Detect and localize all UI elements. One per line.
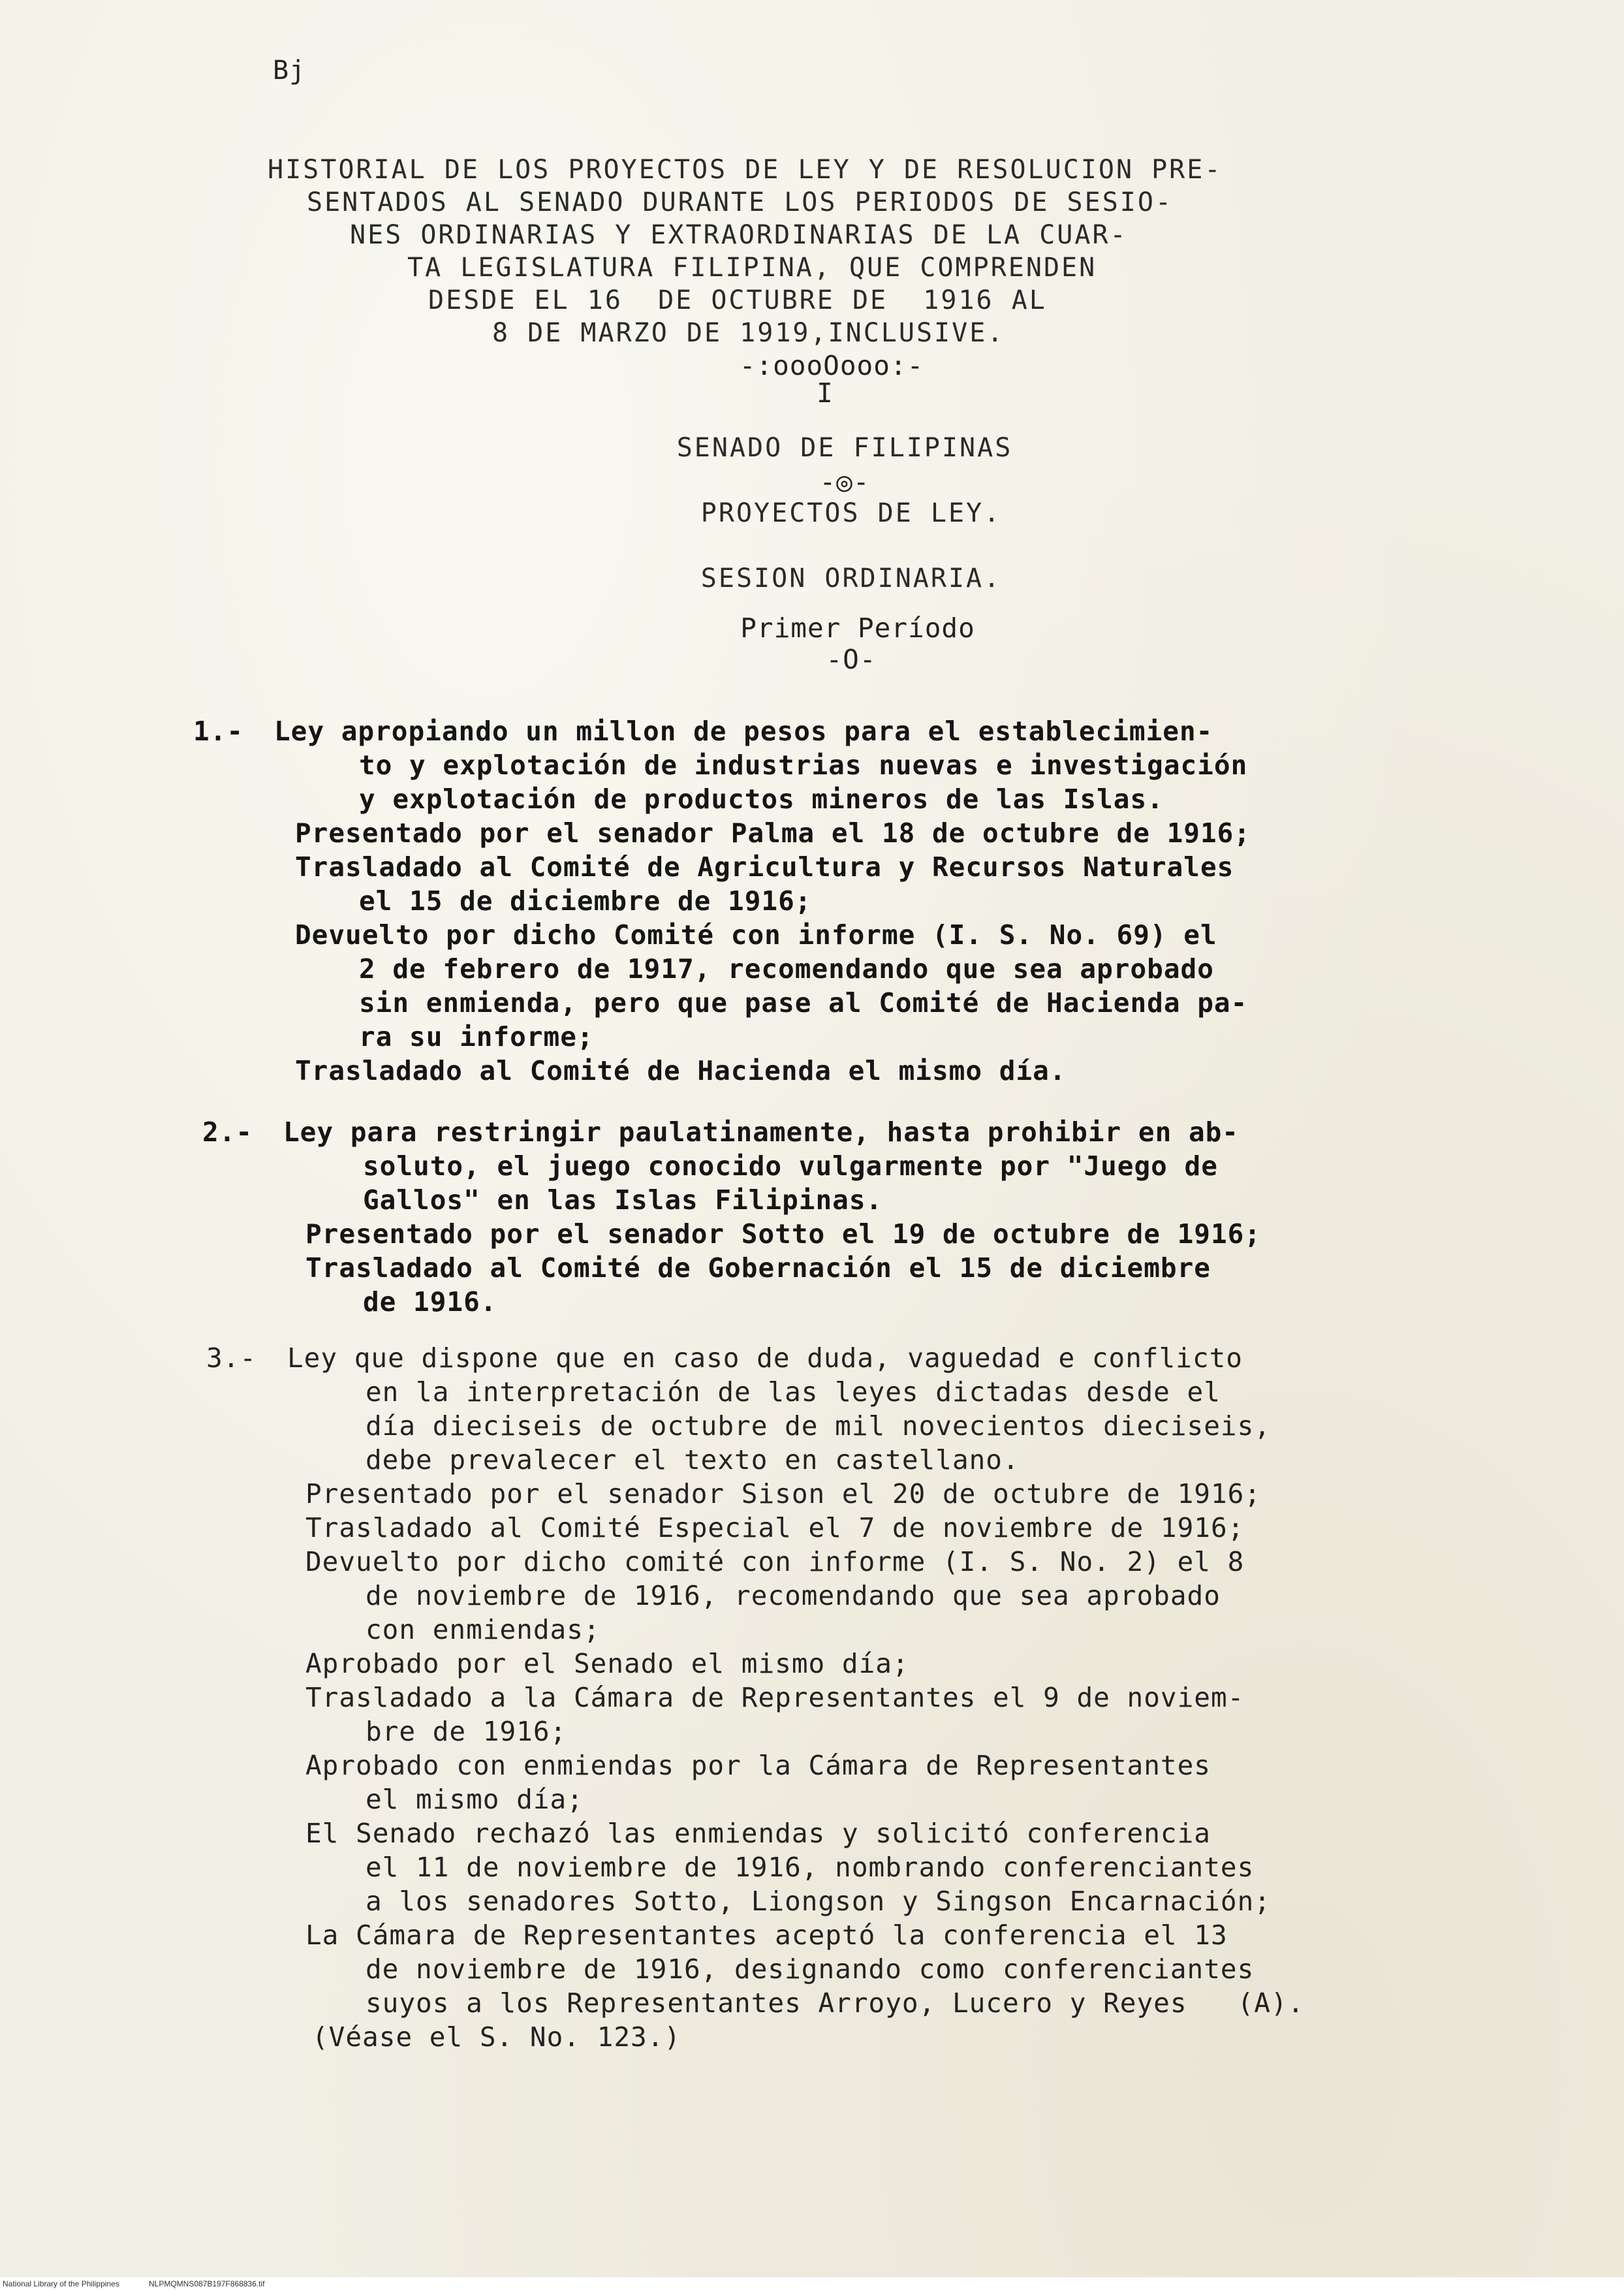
entry-line: y explotación de productos mineros de las Islas.: [359, 783, 1164, 815]
entry-line: sin enmienda, pero que pase al Comité de Hacienda pa-: [359, 987, 1248, 1019]
circle-ornament: -◎-: [819, 466, 870, 498]
entry-line: Ley para restringir paulatinamente, hasta prohibir en ab-: [283, 1116, 1239, 1148]
entry-line: Trasladado a la Cámara de Representantes el 9 de noviem-: [305, 1682, 1245, 1713]
entry-line: (Véase el S. No. 123.): [312, 2021, 681, 2053]
entry-line: de noviembre de 1916, designando como conferenciantes: [366, 1953, 1255, 1985]
entry-line: La Cámara de Representantes aceptó la conferencia el 13: [305, 1920, 1228, 1951]
entry-line: en la interpretación de las leyes dictadas desde el: [366, 1376, 1221, 1408]
library-credit: National Library of the Philippines: [3, 2279, 119, 2288]
entry-line: Trasladado al Comité de Hacienda el mismo día.: [295, 1055, 1067, 1086]
entry-number: 2.-: [202, 1116, 253, 1148]
entry-line: Devuelto por dicho Comité con informe (I. S. No. 69) el: [295, 919, 1217, 951]
entry-line: Presentado por el senador Sotto el 19 de octubre de 1916;: [305, 1218, 1261, 1250]
title-line-5: DESDE EL 16 DE OCTUBRE DE 1916 AL: [428, 285, 1047, 315]
entry-line: Ley apropiando un millon de pesos para el establecimien-: [274, 716, 1213, 747]
entry-line: soluto, el juego conocido vulgarmente por "Juego de: [363, 1150, 1218, 1182]
entry-line: Trasladado al Comité de Gobernación el 15 de diciembre: [305, 1252, 1211, 1284]
entry-line: Presentado por el senador Palma el 18 de octubre de 1916;: [295, 817, 1251, 849]
separator-ornament: -:oooOooo:-: [739, 350, 924, 381]
entry-line: el 11 de noviembre de 1916, nombrando conferenciantes: [366, 1852, 1255, 1883]
entry-line: de 1916.: [363, 1286, 497, 1318]
entry-line: El Senado rechazó las enmiendas y solicitó conferencia: [305, 1818, 1211, 1849]
entry-line: de noviembre de 1916, recomendando que sea aprobado: [366, 1580, 1221, 1611]
entry-line: Trasladado al Comité Especial el 7 de noviembre de 1916;: [305, 1512, 1245, 1543]
entry-number: 3.-: [206, 1342, 257, 1374]
entry-line: suyos a los Representantes Arroyo, Lucero y Reyes (A).: [366, 1987, 1305, 2019]
entry-line: Devuelto por dicho comité con informe (I. S. No. 2) el 8: [305, 1546, 1245, 1577]
entry-line: Aprobado con enmiendas por la Cámara de Representantes: [305, 1750, 1211, 1781]
title-line-1: HISTORIAL DE LOS PROYECTOS DE LEY Y DE RESOLUCION PRE-: [268, 155, 1223, 185]
title-line-6: 8 DE MARZO DE 1919,INCLUSIVE.: [492, 318, 1005, 348]
entry-line: Presentado por el senador Sison el 20 de octubre de 1916;: [305, 1478, 1261, 1509]
entry-line: Ley que dispone que en caso de duda, vaguedad e conflicto: [287, 1342, 1243, 1374]
entry-line: debe prevalecer el texto en castellano.: [366, 1444, 1020, 1476]
entry-line: bre de 1916;: [366, 1716, 567, 1747]
entry-line: a los senadores Sotto, Liongson y Singson Encarnación;: [366, 1886, 1271, 1917]
entry-line: el 15 de diciembre de 1916;: [359, 885, 812, 917]
entry-line: to y explotación de industrias nuevas e investigación: [359, 750, 1248, 781]
period-heading: Primer Período: [740, 612, 975, 644]
session-heading: SESION ORDINARIA.: [700, 563, 1002, 593]
entry-number: 1.-: [193, 716, 244, 747]
title-line-4: TA LEGISLATURA FILIPINA, QUE COMPRENDEN: [407, 253, 1097, 283]
entry-line: día dieciseis de octubre de mil novecientos dieciseis,: [366, 1410, 1271, 1442]
title-line-3: NES ORDINARIAS Y EXTRAORDINARIAS DE LA CUAR-: [350, 220, 1128, 250]
scan-footer: [0, 2277, 1624, 2291]
entry-line: Gallos" en las Islas Filipinas.: [363, 1184, 883, 1216]
entry-line: 2 de febrero de 1917, recomendando que sea aprobado: [359, 953, 1214, 985]
title-line-2: SENTADOS AL SENADO DURANTE LOS PERIODOS DE SESIO-: [307, 187, 1174, 217]
entry-line: Aprobado por el Senado el mismo día;: [305, 1648, 909, 1679]
corner-mark: Bj: [273, 55, 306, 86]
o-ornament: -O-: [826, 644, 877, 675]
roman-numeral: I: [817, 377, 834, 409]
entry-line: con enmiendas;: [366, 1614, 601, 1645]
file-id: NLPMQMNS087B197F868836.tif: [149, 2279, 265, 2288]
entry-line: el mismo día;: [366, 1784, 584, 1815]
senate-heading: SENADO DE FILIPINAS: [676, 433, 1013, 463]
entry-line: Trasladado al Comité de Agricultura y Recursos Naturales: [295, 851, 1234, 883]
section-heading: PROYECTOS DE LEY.: [700, 498, 1002, 528]
entry-line: ra su informe;: [359, 1021, 594, 1052]
